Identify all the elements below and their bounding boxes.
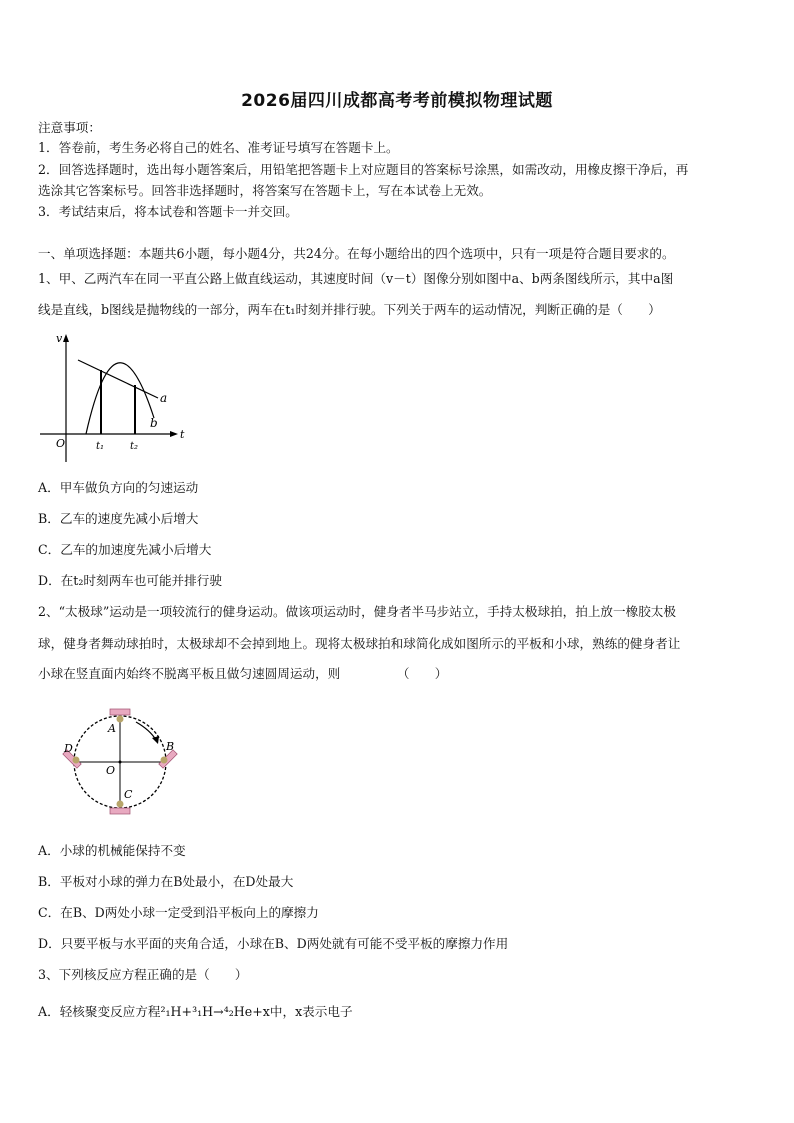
q3-option-a: A．轻核聚变反应方程²₁H+³₁H→⁴₂He+x中，x表示电子 bbox=[38, 1004, 353, 1019]
label-A: A bbox=[108, 722, 116, 735]
q1-stem-line2: 线是直线，b图线是抛物线的一部分，两车在t₁时刻并排行驶。下列关于两车的运动情况，判断正确的是（ ） bbox=[38, 302, 661, 317]
ball-bottom bbox=[117, 801, 124, 808]
ball-right bbox=[161, 757, 168, 764]
q2-option-b: B．平板对小球的弹力在B处最小，在D处最大 bbox=[38, 874, 294, 889]
paddle-bottom bbox=[110, 808, 130, 814]
v-axis-arrow bbox=[63, 334, 69, 342]
q1-option-c: C．乙车的加速度先减小后增大 bbox=[38, 542, 212, 557]
q2-stem-line2: 球，健身者舞动球拍时，太极球却不会掉到地上。现将太极球拍和球简化成如图所示的平板和小球，熟练的健身者让 bbox=[38, 636, 681, 651]
q1-option-b: B．乙车的速度先减小后增大 bbox=[38, 511, 199, 526]
notes-heading: 注意事项： bbox=[38, 120, 101, 135]
origin-label: O bbox=[56, 437, 66, 450]
section-heading: 一、单项选择题：本题共6小题，每小题4分，共24分。在每小题给出的四个选项中，只有一项是符合题目要求的。 bbox=[38, 246, 675, 261]
q2-option-a: A．小球的机械能保持不变 bbox=[38, 843, 186, 858]
q3-stem: 3、下列核反应方程正确的是（ ） bbox=[38, 967, 248, 982]
label-O: O bbox=[106, 764, 116, 777]
q2-stem-line1: 2、“太极球”运动是一项较流行的健身运动。做该项运动时，健身者半马步站立，手持太极球拍，拍上放一橡胶太极 bbox=[38, 604, 676, 619]
b-label: b bbox=[150, 416, 158, 430]
note-item-1: 1．答卷前，考生务必将自己的姓名、准考证号填写在答题卡上。 bbox=[38, 140, 399, 155]
q1-vt-graph bbox=[38, 330, 188, 470]
label-D: D bbox=[64, 742, 73, 755]
page-title: 2026届四川成都高考考前模拟物理试题 bbox=[241, 91, 553, 111]
paddle-top bbox=[110, 709, 130, 715]
rotation-arrow bbox=[136, 722, 156, 740]
q1-option-a: A．甲车做负方向的匀速运动 bbox=[38, 480, 199, 495]
q2-stem-line3: 小球在竖直面内始终不脱离平板且做匀速圆周运动，则 （ ） bbox=[38, 666, 448, 681]
a-label: a bbox=[160, 391, 168, 405]
curve-b bbox=[86, 363, 154, 434]
rotation-arrowhead bbox=[152, 736, 159, 744]
label-C: C bbox=[124, 788, 133, 801]
note-item-2-cont: 选涂其它答案标号。回答非选择题时，将答案写在答题卡上，写在本试卷上无效。 bbox=[38, 183, 492, 198]
q2-option-c: C．在B、D两处小球一定受到沿平板向上的摩擦力 bbox=[38, 905, 319, 920]
line-a bbox=[78, 360, 158, 398]
note-item-2: 2．回答选择题时，选出每小题答案后，用铅笔把答题卡上对应题目的答案标号涂黑，如需改动，用橡皮擦干净后，再 bbox=[38, 162, 689, 177]
q2-option-d: D．只要平板与水平面的夹角合适，小球在B、D两处就有可能不受平板的摩擦力作用 bbox=[38, 936, 509, 951]
ball-top bbox=[117, 716, 124, 723]
note-item-3: 3．考试结束后，将本试卷和答题卡一并交回。 bbox=[38, 204, 298, 219]
t1-label: t₁ bbox=[96, 441, 105, 452]
ball-left bbox=[73, 757, 80, 764]
q1-stem-line1: 1、甲、乙两汽车在同一平直公路上做直线运动，其速度时间（v－t）图像分别如图中a、b两条图线所示，其中a图 bbox=[38, 271, 674, 286]
q1-option-d: D．在t₂时刻两车也可能并排行驶 bbox=[38, 573, 222, 588]
v-label: v bbox=[56, 332, 63, 345]
q2-taiji-diagram bbox=[58, 702, 188, 822]
t-label: t bbox=[180, 428, 185, 441]
label-B: B bbox=[166, 740, 175, 753]
center-dot bbox=[119, 761, 122, 764]
t-axis-arrow bbox=[170, 431, 178, 437]
t2-label: t₂ bbox=[130, 441, 139, 452]
